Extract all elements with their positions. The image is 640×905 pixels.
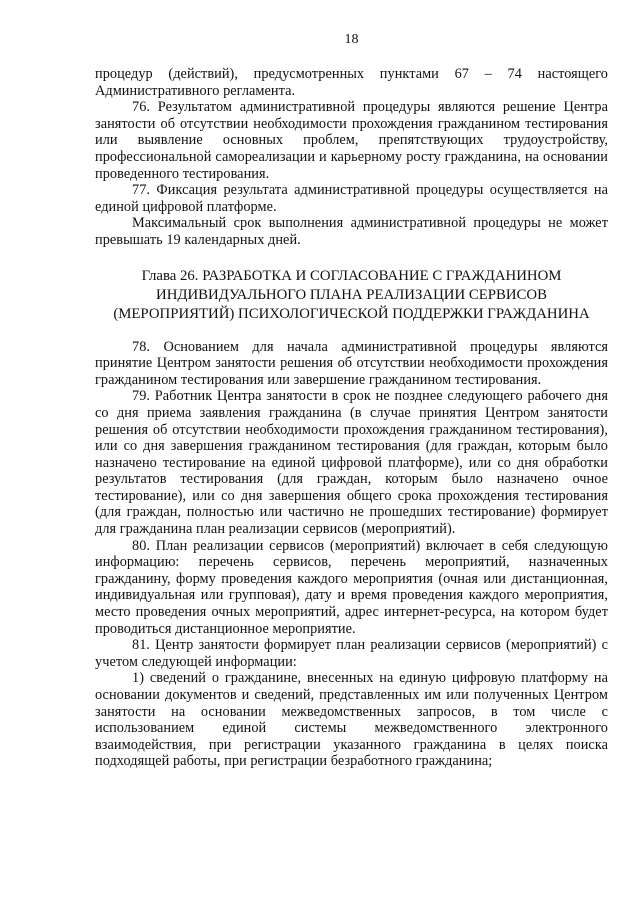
chapter-heading-line-1: Глава 26. РАЗРАБОТКА И СОГЛАСОВАНИЕ С ГРАЖДАНИНОМ — [141, 267, 562, 284]
paragraph-80: 80. План реализации сервисов (мероприятий) включает в себя следующую информацию: перечень сервисов, перечень мероприятий, назначенных гражданину, форму проведения каждого мероприятия (очная или дистанционная, индивидуальная или групповая), дату и время проведения каждого мероприятия, место проведения очных мероприятий, адрес интернет-ресурса, на котором будет проводиться дистанционное мероприятие. — [95, 537, 608, 637]
paragraph-81-item-1: 1) сведений о гражданине, внесенных на единую цифровую платформу на основании документов и сведений, представленных им или полученных Центром занятости на основании межведомственных запросов, в том числе с использованием единой системы межведомственного электронного взаимодействия, при регистрации указанного гражданина в целях поиска подходящей работы, при регистрации безработного гражданина; — [95, 670, 608, 770]
paragraph-81: 81. Центр занятости формирует план реализации сервисов (мероприятий) с учетом следующей информации: — [95, 637, 608, 670]
paragraph-79: 79. Работник Центра занятости в срок не позднее следующего рабочего дня со дня приема заявления гражданина (в случае принятия Центром занятости решения об отсутствии необходимости прохождения гражданином тестирования), или со дня завершения гражданином тестирования (для граждан, которым было назначено тестирование на единой цифровой платформе), или со дня обработки результатов тестирования (для граждан, которым было назначено очное тестирование), или со дня завершения общего срока прохождения тестирования (для граждан, полностью или частично не прошедших тестирование) формирует для гражданина план реализации сервисов (мероприятий). — [95, 388, 608, 538]
paragraph-continuation: процедур (действий), предусмотренных пунктами 67 – 74 настоящего Административного регламента. — [95, 66, 608, 99]
paragraph-max-term: Максимальный срок выполнения административной процедуры не может превышать 19 календарных дней. — [95, 215, 608, 248]
page-number: 18 — [344, 32, 359, 47]
paragraph-78: 78. Основанием для начала административной процедуры являются принятие Центром занятости решения об отсутствии необходимости прохождения гражданином тестирования или завершение гражданином тестирования. — [95, 338, 608, 388]
document-page — [95, 32, 608, 770]
chapter-heading-line-3: (МЕРОПРИЯТИЙ) ПСИХОЛОГИЧЕСКОЙ ПОДДЕРЖКИ ГРАЖДАНИНА — [113, 305, 590, 322]
paragraph-76: 76. Результатом административной процедуры являются решение Центра занятости об отсутствии необходимости прохождения гражданином тестирования или выявление основных проблем, препятствующих трудоустройству, профессиональной самореализации и карьерному росту гражданина, на основании проведенного тестирования. — [95, 99, 608, 182]
paragraph-77: 77. Фиксация результата административной процедуры осуществляется на единой цифровой платформе. — [95, 182, 608, 215]
chapter-heading-line-2: ИНДИВИДУАЛЬНОГО ПЛАНА РЕАЛИЗАЦИИ СЕРВИСОВ — [156, 286, 547, 303]
chapter-heading — [95, 267, 608, 324]
